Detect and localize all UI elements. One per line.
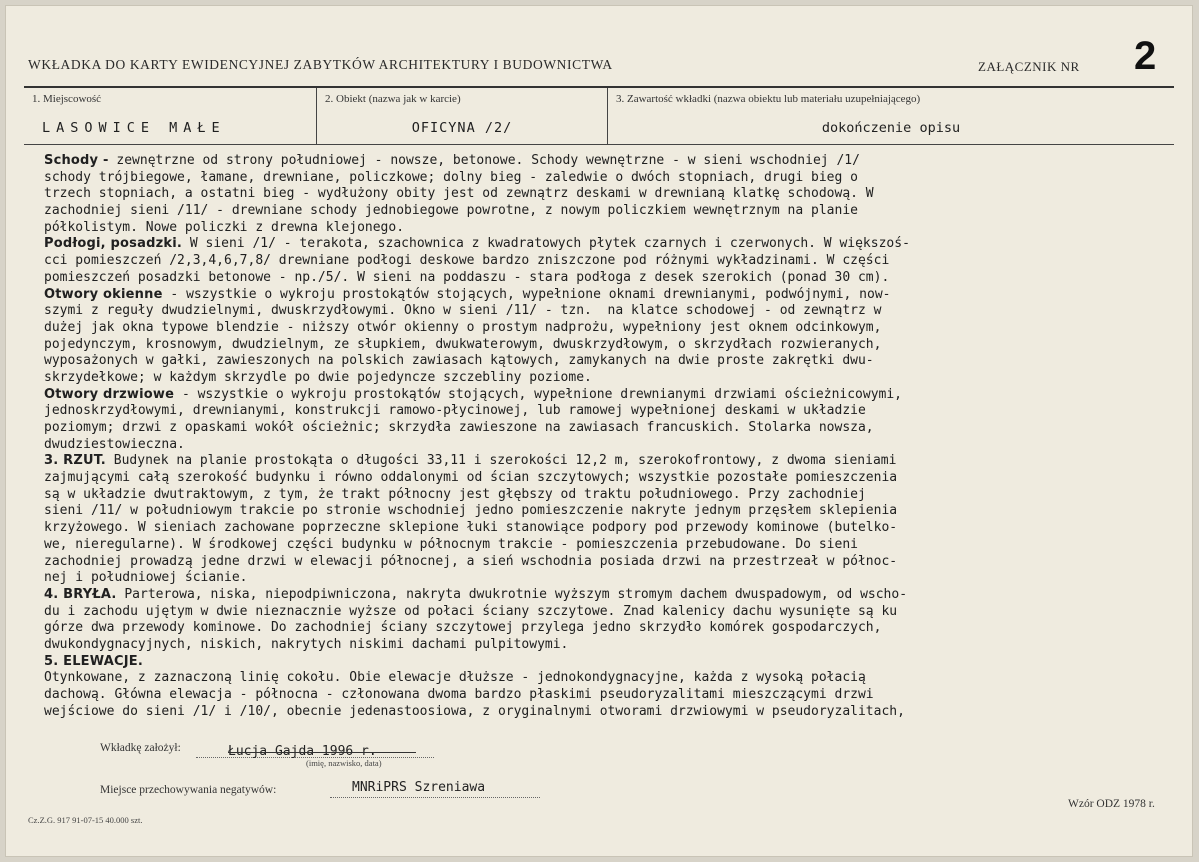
locality-field xyxy=(24,88,317,144)
negatives-label: Miejsce przechowywania negatywów: xyxy=(100,784,277,796)
content-value: dokończenie opisu xyxy=(821,120,961,136)
line-text: szymi z reguły dwudzielnymi, dwuskrzydłowymi. Okno w sieni /11/ - tzn. na klatce schodowej - od zewnątrz w xyxy=(44,303,882,319)
text-line xyxy=(44,420,1184,437)
text-line xyxy=(44,587,1184,604)
line-text: cci pomieszczeń /2,3,4,6,7,8/ drewniane podłogi deskowe bardzo zniszczone pod różnymi wykładzinami. W części xyxy=(44,253,890,269)
text-line xyxy=(44,437,1184,454)
text-line xyxy=(44,637,1184,654)
text-line xyxy=(44,604,1184,621)
line-text: zewnętrzne od strony południowej - nowsze, betonowe. Schody wewnętrzne - w sieni wschodniej /1/ xyxy=(108,153,860,168)
section-heading: Otwory drzwiowe xyxy=(44,386,175,402)
text-line xyxy=(44,503,1184,520)
text-line xyxy=(44,537,1184,554)
line-text: dachową. Główna elewacja - północna - członowana dwoma bardzo płaskimi pseudoryzalitami mieszczącymi drzwi xyxy=(44,687,874,702)
negatives-dotted-line xyxy=(330,797,540,798)
line-text: schody trójbiegowe, łamane, drewniane, policzkowe; dolny bieg - zaledwie o dwóch stopniach, drugi bieg o xyxy=(44,169,858,185)
section-heading: Schody - xyxy=(44,153,109,168)
line-text: trzech stopniach, a ostatni bieg - wydłużony obity jest od zewnątrz deskami w drewnianą klatkę schodową. W xyxy=(44,186,874,202)
text-line xyxy=(44,487,1184,504)
line-text: du i zachodu ujętym w dwie nieznacznie wyższe od połaci ściany szczytowe. Znad kalenicy dachu wysunięte są ku xyxy=(44,603,898,619)
line-text: - wszystkie o wykroju prostokątów stojących, wypełnione drewnianymi drzwiami ościeżnicowymi, xyxy=(174,386,903,402)
description-body xyxy=(44,153,1184,720)
text-line xyxy=(44,654,1184,671)
text-line xyxy=(44,236,1184,253)
content-label: 3. Zawartość wkładki (nazwa obiektu lub materiału uzupełniającego) xyxy=(616,93,921,105)
text-line xyxy=(44,186,1184,203)
locality-label: 1. Miejscowość xyxy=(32,93,102,105)
line-text: krzyżowego. W sieniach zachowane poprzeczne sklepione łuki stanowiące podpory pod przewody kominowe (butelko- xyxy=(44,520,898,536)
line-text: Otynkowane, z zaznaczoną linię cokołu. Obie elewacje dłuższe - jednokondygnacyjne, każda z wysoką połacią xyxy=(44,670,866,686)
line-text: pomieszczeń posadzki betonowe - np./5/. W sieni na poddaszu - stara podłoga z desek szerokich (ponad 30 cm). xyxy=(44,269,890,285)
text-line xyxy=(44,170,1184,187)
line-text: zajmującymi całą szerokość budynku i równo oddalonymi od ścian szczytowych; wszystkie pozostałe pomieszczenia xyxy=(44,470,898,486)
line-text: wyposażonych w gałki, zawieszonych na polskich zawiasach kątowych, zamykanych na dwie proste zakrętki dwu- xyxy=(44,353,874,369)
text-line xyxy=(44,670,1184,687)
line-text: wejściowe do sieni /1/ i /10/, obecnie jedenastoosiowa, z oryginalnymi otworami drzwiowymi w pseudoryzalitach, xyxy=(44,703,905,719)
section-heading: 3. RZUT. xyxy=(44,453,106,469)
text-line xyxy=(44,153,1184,170)
line-text: są w układzie dwutraktowym, z tym, że trakt północny jest głębszy od traktu południowego. Przy zachodniej xyxy=(44,486,866,502)
line-text: dwudziestowieczna. xyxy=(44,436,185,452)
object-field xyxy=(317,88,608,144)
form-code: Wzór ODZ 1978 r. xyxy=(1068,798,1155,810)
text-line xyxy=(44,220,1184,237)
text-line xyxy=(44,704,1184,721)
form-title: WKŁADKA DO KARTY EWIDENCYJNEJ ZABYTKÓW ARCHITEKTURY I BUDOWNICTWA xyxy=(28,57,613,72)
text-line xyxy=(44,203,1184,220)
line-text: dużej jak okna typowe blendzie - niższy otwór okienny o prostym nadprożu, wypełniony jest oknem odcinkowym, xyxy=(44,319,882,335)
line-text: we, nieregularne). W środkowej części budynku w północnym trakcie - pomieszczenia przebudowane. Do sieni xyxy=(44,536,858,552)
text-line xyxy=(44,253,1184,270)
line-text: górze dwa przewody kominowe. Do zachodniej ściany szczytowej przylega jedno skrzydło komórek gospodarczych, xyxy=(44,620,882,636)
line-text: skrzydełkowe; w każdym skrzydle po dwie pojedyncze szczebliny poziome. xyxy=(44,369,592,385)
object-value: OFICYNA /2/ xyxy=(411,120,513,136)
text-line xyxy=(44,270,1184,287)
section-heading: Otwory okienne xyxy=(44,286,163,302)
text-line xyxy=(44,570,1184,587)
author-label: Wkładkę założył: xyxy=(100,742,181,754)
attachment-number: 2 xyxy=(1134,34,1157,78)
author-hint: (imię, nazwisko, data) xyxy=(306,758,382,768)
line-text: zachodniej prowadzą jedne drzwi w elewacji północnej, a sień wschodnia posiada drzwi na przestrzeał w północ- xyxy=(44,553,898,569)
line-text: zachodniej sieni /11/ - drewniane schody jednobiegowe powrotne, z nowym policzkiem wewnętrznym na planie xyxy=(44,203,858,219)
text-line xyxy=(44,520,1184,537)
section-heading: 5. ELEWACJE. xyxy=(44,653,143,669)
text-line xyxy=(44,687,1184,704)
text-line xyxy=(44,470,1184,487)
text-line xyxy=(44,370,1184,387)
text-line xyxy=(44,453,1184,470)
text-line xyxy=(44,387,1184,404)
content-field xyxy=(608,88,1174,144)
line-text: sieni /11/ w południowym trakcie po stronie wschodniej jedno pomieszczenie nakryte jednym przęsłem sklepienia xyxy=(44,503,898,519)
line-text: nej i południowej ścianie. xyxy=(44,570,248,586)
text-line xyxy=(44,303,1184,320)
line-text: Parterowa, niska, niepodpiwniczona, nakryta dwukrotnie wyższym stromym dachem dwuspadowym, od wscho- xyxy=(116,586,908,602)
attachment-label: ZAŁĄCZNIK NR xyxy=(978,59,1080,74)
section-heading: Podłogi, posadzki. xyxy=(44,236,183,252)
text-line xyxy=(44,320,1184,337)
author-value: Łucja Gajda 1996 r. xyxy=(228,744,377,759)
line-text: półkolistym. Nowe policzki z drewna klejonego. xyxy=(44,219,405,235)
print-code: Cz.Z.G. 917 91-07-15 40.000 szt. xyxy=(28,815,143,825)
negatives-value: MNRiPRS Szreniawa xyxy=(352,780,486,795)
section-heading: 4. BRYŁA. xyxy=(44,586,117,602)
author-strikethrough xyxy=(228,752,416,753)
line-text: - wszystkie o wykroju prostokątów stojących, wypełnione oknami drewnianymi, podwójnymi, now- xyxy=(162,286,891,302)
text-line xyxy=(44,287,1184,304)
line-text: pojedynczym, krosnowym, dwudzielnym, ze słupkiem, dwukwaterowym, dwuskrzydłowym, o skrzydłach rozwieranych, xyxy=(44,336,882,352)
text-line xyxy=(44,620,1184,637)
text-line xyxy=(44,353,1184,370)
line-text: dwukondygnacyjnych, niskich, nakrytych niskimi dachami pulpitowymi. xyxy=(44,636,569,652)
form-fields-row xyxy=(24,86,1174,145)
object-label: 2. Obiekt (nazwa jak w karcie) xyxy=(325,93,461,105)
text-line xyxy=(44,554,1184,571)
line-text: W sieni /1/ - terakota, szachownica z kwadratowych płytek czarnych i czerwonych. W większoś- xyxy=(182,236,910,252)
line-text: poziomym; drzwi z opaskami wokół ościeżnic; skrzydła zawieszone na zawiasach francuskich. Stolarka nowsza, xyxy=(44,420,874,435)
locality-value: LASOWICE MAŁE xyxy=(42,120,226,136)
line-text: jednoskrzydłowymi, drewnianymi, konstrukcji ramowo-płycinowej, lub ramowej wypełnionej deskami w układzie xyxy=(44,403,866,419)
text-line xyxy=(44,403,1184,420)
line-text: Budynek na planie prostokąta o długości 33,11 i szerokości 12,2 m, szerokofrontowy, z dwoma sieniami xyxy=(105,453,897,469)
text-line xyxy=(44,337,1184,354)
